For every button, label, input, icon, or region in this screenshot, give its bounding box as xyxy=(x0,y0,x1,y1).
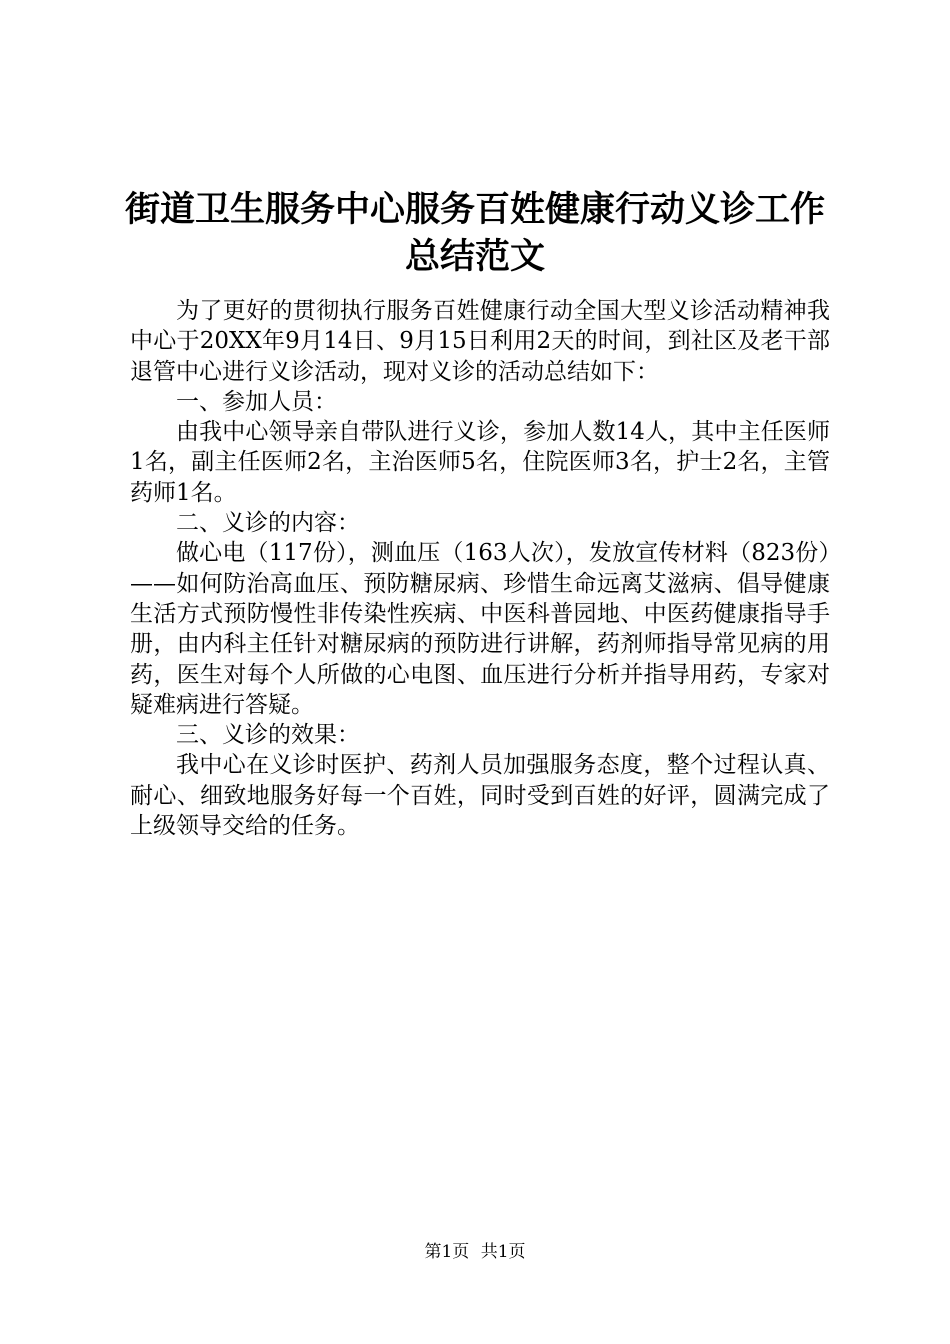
content-paragraph: 做心电（117份），测血压（163人次），发放宣传材料（823份）——如何防治高血压、预防糖尿病、珍惜生命远离艾滋病、倡导健康生活方式预防慢性非传染性疾病、中医科普园地、中医药健康指导手册，由内科主任针对糖尿病的预防进行讲解，药剂师指导常见病的用药，医生对每个人所做的心电图、血压进行分析并指导用药，专家对疑难病进行答疑。 xyxy=(130,540,830,718)
page-number-total: 共1页 xyxy=(480,1242,526,1262)
section-heading-effect: 三、义诊的效果： xyxy=(176,722,360,749)
intro-paragraph: 为了更好的贯彻执行服务百姓健康行动全国大型义诊活动精神我中心于20XX年9月14日、9月15日利用2天的时间，到社区及老干部退管中心进行义诊活动，现对义诊的活动总结如下： xyxy=(130,298,830,385)
effect-paragraph: 我中心在义诊时医护、药剂人员加强服务态度，整个过程认真、耐心、细致地服务好每一个百姓，同时受到百姓的好评，圆满完成了上级领导交给的任务。 xyxy=(130,752,830,840)
section-heading-participants: 一、参加人员： xyxy=(176,388,337,415)
section-heading-content: 二、义诊的内容： xyxy=(176,510,360,537)
document-title-line-1: 街道卫生服务中心服务百姓健康行动义诊工作 xyxy=(124,190,825,230)
document-body xyxy=(130,296,830,841)
page-number-current: 第1页 xyxy=(424,1242,470,1262)
page-footer xyxy=(0,1240,950,1264)
document-title-line-2: 总结范文 xyxy=(404,237,545,277)
participants-paragraph: 由我中心领导亲自带队进行义诊，参加人数14人，其中主任医师1名，副主任医师2名，主治医师5名，住院医师3名，护士2名，主管药师1名。 xyxy=(130,419,830,506)
